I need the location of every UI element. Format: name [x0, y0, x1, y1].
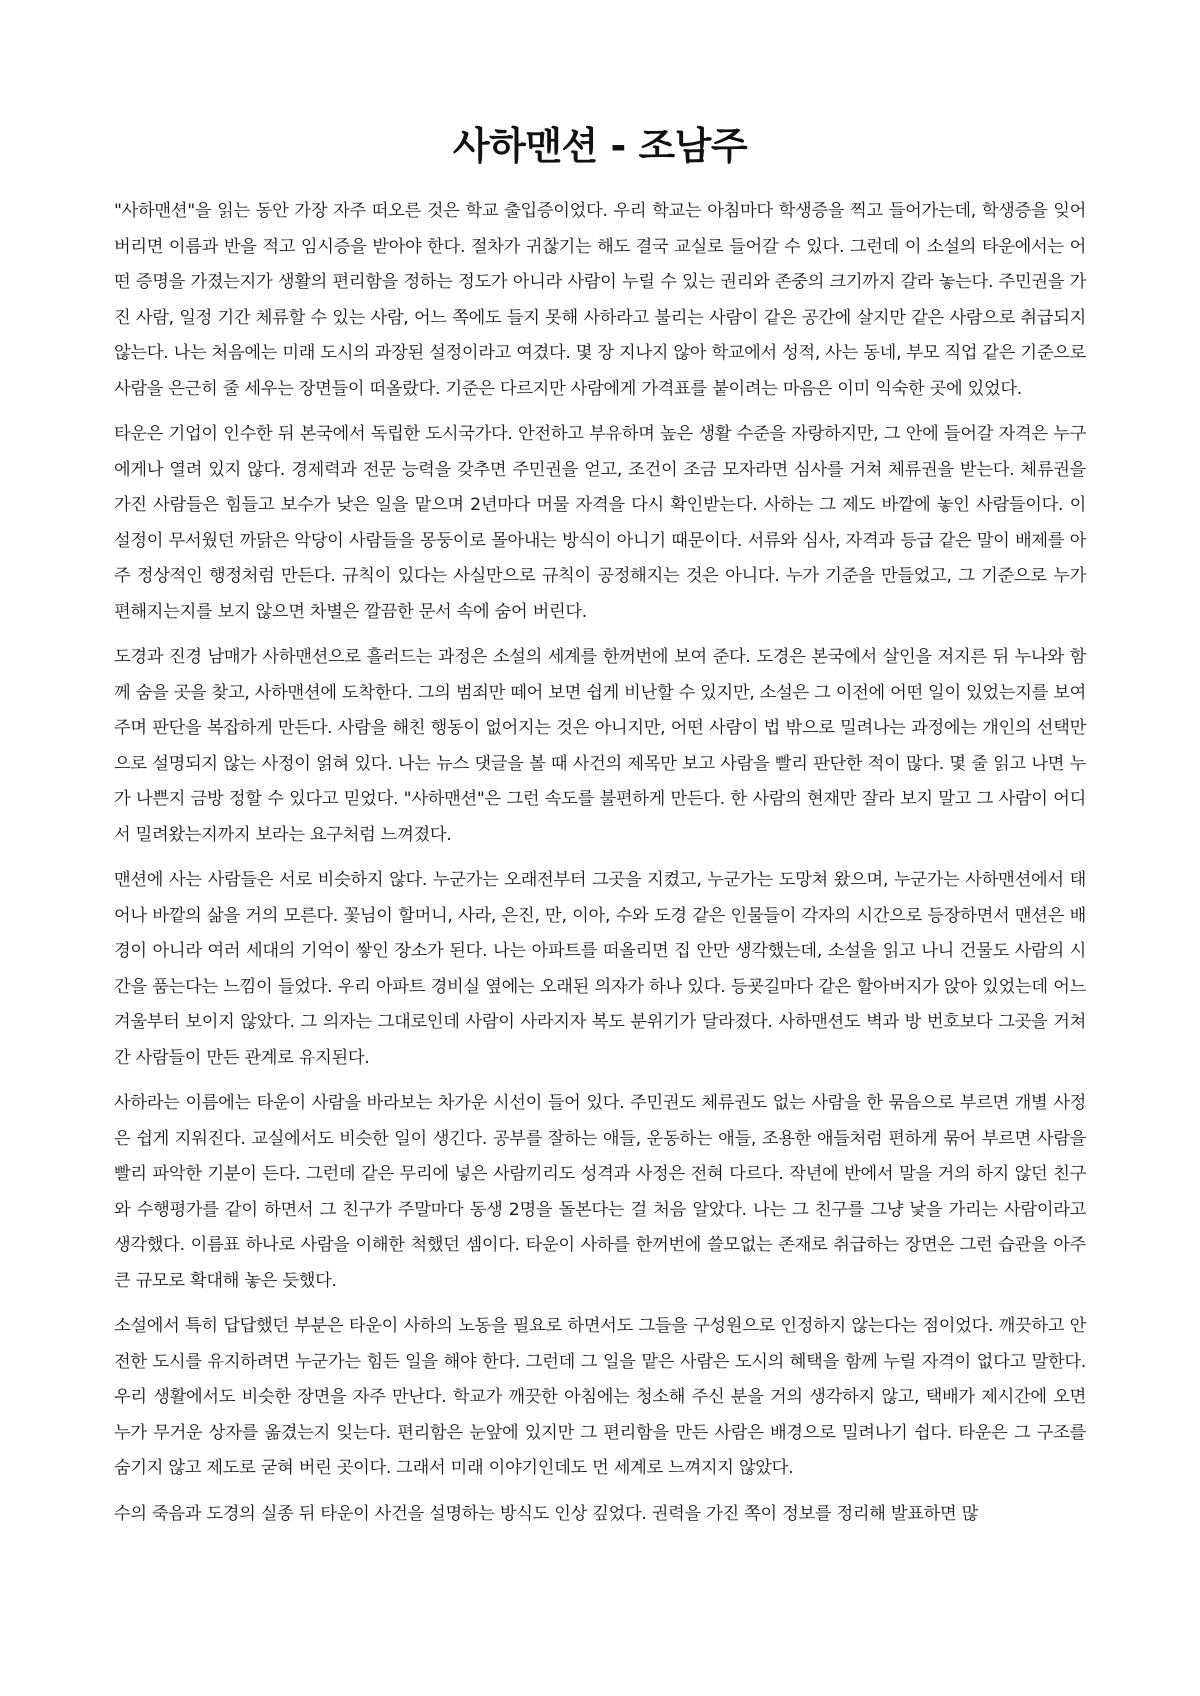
body-paragraph: 사하라는 이름에는 타운이 사람을 바라보는 차가운 시선이 들어 있다. 주민권도 체류권도 없는 사람을 한 묶음으로 부르면 개별 사정은 쉽게 지워진다. 교실에서도 비슷한 일이 생긴다. 공부를 잘하는 애들, 운동하는 애들, 조용한 애들처럼 편하게 묶어 부르면 사람을 빨리 파악한 기분이 든다. 그런데 같은 무리에 넣은 사람끼리도 성격과 사정은 전혀 다르다. 작년에 반에서 말을 거의 하지 않던 친구와 수행평가를 같이 하면서 그 친구가 주말마다 동생 2명을 돌본다는 걸 처음 알았다. 나는 그 친구를 그냥 낯을 가리는 사람이라고 생각했다. 이름표 하나로 사람을 이해한 척했던 셈이다. 타운이 사하를 한꺼번에 쓸모없는 존재로 취급하는 장면은 그런 습관을 아주 큰 규모로 확대해 놓은 듯했다.	[114, 1093, 1086, 1291]
body-paragraph: 맨션에 사는 사람들은 서로 비슷하지 않다. 누군가는 오래전부터 그곳을 지켰고, 누군가는 도망쳐 왔으며, 누군가는 사하맨션에서 태어나 바깥의 삶을 거의 모른다. 꽃님이 할머니, 사라, 은진, 만, 이아, 수와 도경 같은 인물들이 각자의 시간으로 등장하면서 맨션은 배경이 아니라 여러 세대의 기억이 쌓인 장소가 된다. 나는 아파트를 떠올리면 집 안만 생각했는데, 소설을 읽고 나니 건물도 사람의 시간을 품는다는 느낌이 들었다. 우리 아파트 경비실 옆에는 오래된 의자가 하나 있다. 등굣길마다 같은 할아버지가 앉아 있었는데 어느 겨울부터 보이지 않았다. 그 의자는 그대로인데 사람이 사라지자 복도 분위기가 달라졌다. 사하맨션도 벽과 방 번호보다 그곳을 거쳐 간 사람들이 만든 관계로 유지된다.	[114, 870, 1086, 1068]
body-paragraph: 소설에서 특히 답답했던 부분은 타운이 사하의 노동을 필요로 하면서도 그들을 구성원으로 인정하지 않는다는 점이었다. 깨끗하고 안전한 도시를 유지하려면 누군가는 힘든 일을 해야 한다. 그런데 그 일을 맡은 사람은 도시의 혜택을 함께 누릴 자격이 없다고 말한다. 우리 생활에서도 비슷한 장면을 자주 만난다. 학교가 깨끗한 아침에는 청소해 주신 분을 거의 생각하지 않고, 택배가 제시간에 오면 누가 무거운 상자를 옮겼는지 잊는다. 편리함은 눈앞에 있지만 그 편리함을 만든 사람은 배경으로 밀려나기 쉽다. 타운은 그 구조를 숨기지 않고 제도로 굳혀 버린 곳이다. 그래서 미래 이야기인데도 먼 세계로 느껴지지 않았다.	[114, 1316, 1086, 1478]
body-paragraph: 타운은 기업이 인수한 뒤 본국에서 독립한 도시국가다. 안전하고 부유하며 높은 생활 수준을 자랑하지만, 그 안에 들어갈 자격은 누구에게나 열려 있지 않다. 경제력과 전문 능력을 갖추면 주민권을 얻고, 조건이 조금 모자라면 심사를 거쳐 체류권을 받는다. 체류권을 가진 사람들은 힘들고 보수가 낮은 일을 맡으며 2년마다 머물 자격을 다시 확인받는다. 사하는 그 제도 바깥에 놓인 사람들이다. 이 설정이 무서웠던 까닭은 악당이 사람들을 몽둥이로 몰아내는 방식이 아니기 때문이다. 서류와 심사, 자격과 등급 같은 말이 배제를 아주 정상적인 행정처럼 만든다. 규칙이 있다는 사실만으로 규칙이 공정해지는 것은 아니다. 누가 기준을 만들었고, 그 기준으로 누가 편해지는지를 보지 않으면 차별은 깔끔한 문서 속에 숨어 버린다.	[114, 424, 1086, 622]
document-title: 사하맨션 - 조남주	[452, 124, 748, 168]
body-paragraph: 도경과 진경 남매가 사하맨션으로 흘러드는 과정은 소설의 세계를 한꺼번에 보여 준다. 도경은 본국에서 살인을 저지른 뒤 누나와 함께 숨을 곳을 찾고, 사하맨션에 도착한다. 그의 범죄만 떼어 보면 쉽게 비난할 수 있지만, 소설은 그 이전에 어떤 일이 있었는지를 보여 주며 판단을 복잡하게 만든다. 사람을 해친 행동이 없어지는 것은 아니지만, 어떤 사람이 법 밖으로 밀려나는 과정에는 개인의 선택만으로 설명되지 않는 사정이 얽혀 있다. 나는 뉴스 댓글을 볼 때 사건의 제목만 보고 사람을 빨리 판단한 적이 많다. 몇 줄 읽고 나면 누가 나쁜지 금방 정할 수 있다고 믿었다. "사하맨션"은 그런 속도를 불편하게 만든다. 한 사람의 현재만 잘라 보지 말고 그 사람이 어디서 밀려왔는지까지 보라는 요구처럼 느껴졌다.	[114, 647, 1086, 845]
body-paragraph: "사하맨션"을 읽는 동안 가장 자주 떠오른 것은 학교 출입증이었다. 우리 학교는 아침마다 학생증을 찍고 들어가는데, 학생증을 잊어버리면 이름과 반을 적고 임시증을 받아야 한다. 절차가 귀찮기는 해도 결국 교실로 들어갈 수 있다. 그런데 이 소설의 타운에서는 어떤 증명을 가졌는지가 생활의 편리함을 정하는 정도가 아니라 사람이 누릴 수 있는 권리와 존중의 크기까지 갈라 놓는다. 주민권을 가진 사람, 일정 기간 체류할 수 있는 사람, 어느 쪽에도 들지 못해 사하라고 불리는 사람이 같은 공간에 살지만 같은 사람으로 취급되지 않는다. 나는 처음에는 미래 도시의 과장된 설정이라고 여겼다. 몇 장 지나지 않아 학교에서 성적, 사는 동네, 부모 직업 같은 기준으로 사람을 은근히 줄 세우는 장면들이 떠올랐다. 기준은 다르지만 사람에게 가격표를 붙이려는 마음은 이미 익숙한 곳에 있었다.	[114, 201, 1086, 399]
body-paragraph: 수의 죽음과 도경의 실종 뒤 타운이 사건을 설명하는 방식도 인상 깊었다. 권력을 가진 쪽이 정보를 정리해 발표하면 많	[114, 1503, 978, 1524]
